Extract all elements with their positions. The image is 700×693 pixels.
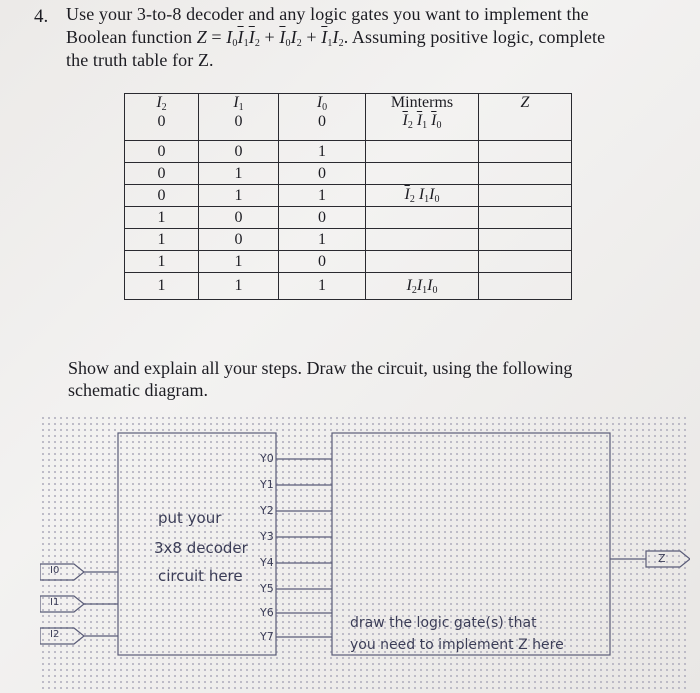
decoder-placeholder-text-1: put your xyxy=(158,509,222,527)
table-row xyxy=(125,273,572,300)
table-header-row xyxy=(125,94,572,141)
table-cell: 0 xyxy=(199,229,279,251)
table-cell: 0 xyxy=(279,163,366,185)
schematic-area xyxy=(40,415,690,693)
table-cell: 1 xyxy=(125,251,199,273)
decoder-output-label: Y7 xyxy=(260,630,274,643)
table-cell: 0 xyxy=(125,141,199,163)
table-cell: 1 xyxy=(279,273,366,300)
minterm-cell[interactable] xyxy=(366,141,479,163)
decoder-output-label: Y2 xyxy=(260,504,274,517)
gate-placeholder-text-1: draw the logic gate(s) that xyxy=(350,615,537,631)
z-cell[interactable] xyxy=(479,229,572,251)
decoder-output-label: Y5 xyxy=(260,582,274,595)
table-cell: 1 xyxy=(279,185,366,207)
decoder-output-label: Y0 xyxy=(260,452,274,465)
minterm-cell: $I_2I_1I_0$ xyxy=(366,273,479,300)
gate-placeholder-text-2: you need to implement Z here xyxy=(350,637,564,653)
header-minterms: Minterms $\overline{I}_2$ $\overline{I}_1$ $\overline{I}_0$ xyxy=(366,94,479,141)
instruction-line-1: Show and explain all your steps. Draw the circuit, using the following xyxy=(68,358,573,378)
table-row xyxy=(125,141,572,163)
table-cell: 0 xyxy=(199,141,279,163)
table-row xyxy=(125,185,572,207)
z-cell[interactable] xyxy=(479,163,572,185)
z-cell[interactable] xyxy=(479,207,572,229)
decoder-placeholder-text-3: circuit here xyxy=(158,567,243,585)
z-cell[interactable] xyxy=(479,273,572,300)
table-row xyxy=(125,229,572,251)
table-cell: 1 xyxy=(125,273,199,300)
z-cell[interactable] xyxy=(479,251,572,273)
decoder-placeholder-text-2: 3x8 decoder xyxy=(154,539,248,557)
table-cell: 1 xyxy=(199,163,279,185)
table-cell: 0 xyxy=(125,163,199,185)
minterm-cell: $\overline{I}_2$ $I_1I_0$ xyxy=(366,185,479,207)
minterm-cell[interactable] xyxy=(366,251,479,273)
question-line-1: Use your 3-to-8 decoder and any logic gates you want to implement the xyxy=(66,4,589,24)
table-row xyxy=(125,163,572,185)
table-cell: 1 xyxy=(279,229,366,251)
truth-table xyxy=(124,93,572,300)
header-I0: $I_0$ 0 xyxy=(279,94,366,141)
table-cell: 1 xyxy=(125,229,199,251)
instruction-line-2: schematic diagram. xyxy=(68,380,208,400)
minterm-cell[interactable] xyxy=(366,207,479,229)
table-cell: 1 xyxy=(279,141,366,163)
question-line-2-post: . Assuming positive logic, complete xyxy=(343,27,606,47)
table-cell: 0 xyxy=(279,207,366,229)
output-port-z[interactable]: Z xyxy=(658,552,666,565)
table-cell: 1 xyxy=(125,207,199,229)
input-port-i2[interactable]: I2 xyxy=(50,629,60,640)
minterm-cell[interactable] xyxy=(366,163,479,185)
decoder-output-label: Y1 xyxy=(260,478,274,491)
boolean-expression: $Z = I_0\overline{I}_1\overline{I}_2 + \overline{I}_0I_2 + \overline{I}_1I_2$ xyxy=(196,27,344,49)
table-cell: 1 xyxy=(199,273,279,300)
header-I2: $I_2$ 0 xyxy=(125,94,199,141)
header-z: Z xyxy=(479,94,572,141)
table-cell: 0 xyxy=(125,185,199,207)
table-row xyxy=(125,251,572,273)
table-row xyxy=(125,207,572,229)
table-cell: 0 xyxy=(199,207,279,229)
input-port-i1[interactable]: I1 xyxy=(50,597,60,608)
header-I1: $I_1$ 0 xyxy=(199,94,279,141)
minterm-cell[interactable] xyxy=(366,229,479,251)
question-number: 4. xyxy=(34,6,49,27)
question-line-2-pre: Boolean function xyxy=(66,27,193,47)
z-cell[interactable] xyxy=(479,185,572,207)
z-cell[interactable] xyxy=(479,141,572,163)
table-cell: 0 xyxy=(279,251,366,273)
decoder-output-label: Y6 xyxy=(260,606,274,619)
table-cell: 1 xyxy=(199,185,279,207)
input-port-i0[interactable]: I0 xyxy=(50,565,60,576)
question-line-2 xyxy=(66,27,605,49)
table-cell: 1 xyxy=(199,251,279,273)
decoder-output-label: Y3 xyxy=(260,530,274,543)
question-line-3: the truth table for Z. xyxy=(66,50,214,70)
decoder-output-label: Y4 xyxy=(260,556,274,569)
